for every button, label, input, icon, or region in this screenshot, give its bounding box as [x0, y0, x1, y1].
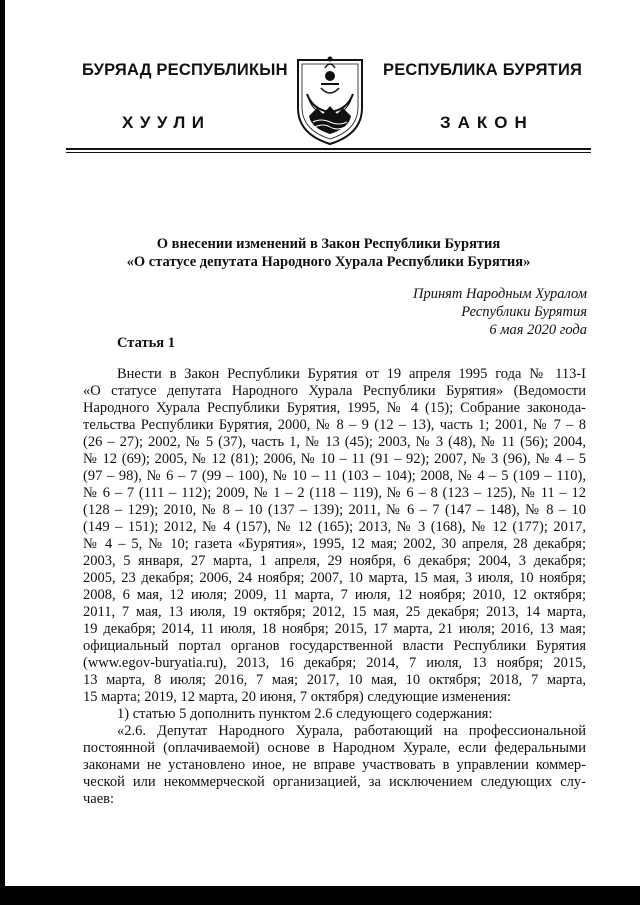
scan-edge-left	[0, 0, 5, 905]
body-line: 1) статью 5 дополнить пунктом 2.6 следующего содержания:	[117, 706, 493, 722]
body-line: (97 – 98), № 6 – 7 (99 – 100), № 10 – 11 (103 – 104); 2008, № 4 – 5 (109 – 110),	[83, 468, 586, 484]
body-line: Внести в Закон Республики Бурятия от 19 апреля 1995 года № 113-I	[117, 366, 586, 382]
article-body	[83, 366, 586, 808]
document-title-line-1: О внесении изменений в Закон Республики Бурятия	[156, 236, 501, 252]
adoption-date: 6 мая 2020 года	[489, 322, 587, 338]
body-line: № 6 – 7 (111 – 112); 2009, № 1 – 2 (118 – 119), № 6 – 8 (123 – 125), № 11 – 12	[83, 485, 586, 501]
body-line: законами не установлено иное, не вправе участвовать в управлении коммер-	[83, 757, 586, 773]
header-right-title: РЕСПУБЛИКА БУРЯТИЯ	[383, 61, 583, 79]
body-line: 2008, 6 мая, 12 июля; 2009, 11 марта, 7 июля, 12 ноября; 2010, 12 октября;	[83, 587, 586, 603]
body-line: ческой или некоммерческой организацией, за исключением следующих слу-	[83, 774, 586, 790]
body-line: тельства Республики Бурятия, 2000, № 8 – 9 (12 – 13), часть 1; 2001, № 7 – 8	[83, 417, 586, 433]
header-divider-thick	[66, 148, 591, 150]
header-left-title: БУРЯАД РЕСПУБЛИКЫН	[82, 61, 288, 79]
body-line: (128 – 129); 2010, № 8 – 10 (137 – 139); 2011, № 6 – 7 (147 – 148), № 8 – 10	[83, 502, 586, 518]
header-right-subtitle: ЗАКОН	[440, 113, 534, 132]
body-line: 19 декабря; 2014, 11 июля, 18 ноября; 2015, 17 марта, 21 июля; 2016, 13 мая;	[83, 621, 586, 637]
scan-edge-bottom	[0, 886, 640, 905]
article-heading: Статья 1	[117, 335, 175, 351]
body-line: № 4 – 5, № 10; газета «Бурятия», 1995, 12 мая; 2002, 30 апреля, 28 декабря;	[83, 536, 586, 552]
body-line: официальный портал органов государственной власти Республики Бурятия	[83, 638, 586, 654]
body-line: Народного Хурала Республики Бурятия, 1995, № 4 (15); Собрание законода-	[83, 400, 586, 416]
header-left-subtitle: ХУУЛИ	[122, 113, 211, 132]
body-line: (www.egov-buryatia.ru), 2013, 16 декабря; 2014, 7 июля, 13 ноября; 2015,	[83, 655, 586, 671]
body-line: (26 – 27); 2002, № 5 (37), часть 1, № 13 (45); 2003, № 3 (48), № 11 (56); 2004,	[83, 434, 586, 450]
body-line: 2003, 5 января, 27 марта, 1 апреля, 29 ноября, 6 декабря; 2004, 3 декабря;	[83, 553, 586, 569]
adopted-by-line-2: Республики Бурятия	[461, 304, 587, 320]
body-line: 2011, 7 мая, 13 июля, 19 октября; 2012, 15 мая, 25 декабря; 2013, 14 марта,	[83, 604, 586, 620]
body-line: 13 марта, 8 июля; 2016, 7 мая; 2017, 10 мая, 10 октября; 2018, 7 марта,	[83, 672, 586, 688]
body-line: 15 марта; 2019, 12 марта, 20 июня, 7 октября) следующие изменения:	[83, 689, 512, 705]
body-line: № 12 (69); 2005, № 12 (81); 2006, № 10 – 11 (91 – 92); 2007, № 3 (96), № 4 – 5	[83, 451, 586, 467]
coat-of-arms-icon	[293, 54, 367, 146]
body-line: (149 – 151); 2012, № 4 (157), № 12 (165); 2013, № 3 (168), № 12 (177); 2017,	[83, 519, 586, 535]
document-title-line-2: «О статусе депутата Народного Хурала Республики Бурятия»	[126, 254, 531, 270]
body-line: «2.6. Депутат Народного Хурала, работающий на профессиональной	[117, 723, 586, 739]
adopted-by-line-1: Принят Народным Хуралом	[412, 286, 587, 302]
body-line: 2005, 23 декабря; 2006, 24 ноября; 2007, 10 марта, 15 мая, 3 июля, 10 ноября;	[83, 570, 586, 586]
body-line: постоянной (оплачиваемой) основе в Народном Хурале, если федеральными	[83, 740, 586, 756]
header-divider-thin	[66, 152, 591, 153]
body-line: чаев:	[83, 791, 115, 807]
body-line: «О статусе депутата Народного Хурала Республики Бурятия» (Ведомости	[83, 383, 586, 399]
